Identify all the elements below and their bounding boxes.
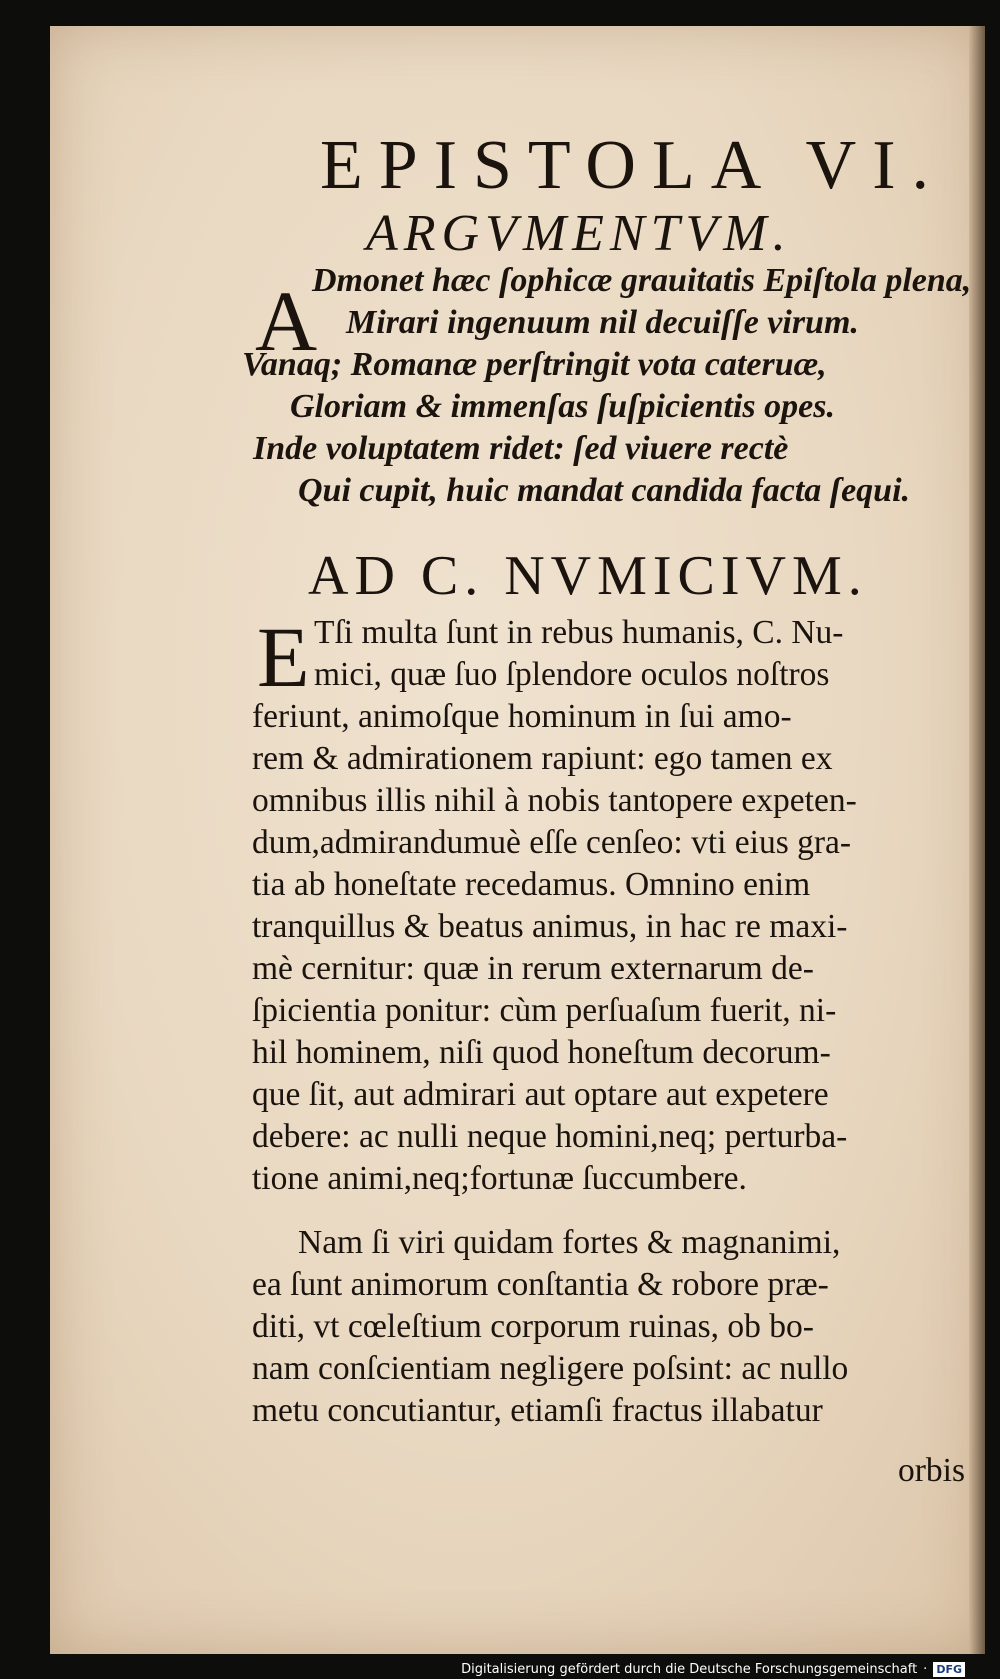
prose-line: ſpicientia ponitur: cùm perſuaſum fuerit, ni- <box>252 992 837 1029</box>
epistle-title: EPISTOLA VI. <box>320 127 946 204</box>
prose-line: diti, vt cœleſtium corporum ruinas, ob bo- <box>252 1308 814 1345</box>
book-page <box>50 26 985 1654</box>
digitization-credit: Digitalisierung gefördert durch die Deutsche Forschungsgemeinschaft · DFG <box>461 1662 965 1677</box>
prose-line: que ſit, aut admirari aut optare aut expetere <box>252 1076 829 1113</box>
credit-text: Digitalisierung gefördert durch die Deutsche Forschungsgemeinschaft <box>461 1662 918 1677</box>
prose-line: mè cernitur: quæ in rerum externarum de- <box>252 950 814 987</box>
verse-line: Mirari ingenuum nil decuiſſe virum. <box>346 304 859 341</box>
argument-heading: ARGVMENTVM. <box>366 205 792 262</box>
prose-dropcap: E <box>257 609 310 705</box>
prose-line: omnibus illis nihil à nobis tantopere expeten- <box>252 782 857 819</box>
prose-line: nam conſcientiam negligere poſsint: ac nullo <box>252 1350 849 1387</box>
prose-line: metu concutiantur, etiamſi fractus illabatur <box>252 1392 823 1429</box>
verse-line: Gloriam & immenſas ſuſpicientis opes. <box>290 388 835 425</box>
prose-line: Nam ſi viri quidam fortes & magnanimi, <box>298 1224 841 1261</box>
verse-line: Inde voluptatem ridet: ſed viuere rectè <box>253 430 789 467</box>
verse-line: Qui cupit, huic mandat candida facta ſequi. <box>298 472 911 509</box>
verse-line: Vanaq; Romanæ perſtringit vota cateruæ, <box>242 346 827 383</box>
prose-line: tranquillus & beatus animus, in hac re maxi- <box>252 908 848 945</box>
verse-line: Dmonet hæc ſophicæ grauitatis Epiſtola plena, <box>312 262 972 299</box>
prose-line: feriunt, animoſque hominum in ſui amo- <box>252 698 792 735</box>
dfg-logo: DFG <box>933 1662 965 1677</box>
prose-line: rem & admirationem rapiunt: ego tamen ex <box>252 740 833 777</box>
prose-line: dum,admirandumuè eſſe cenſeo: vti eius gra- <box>252 824 852 861</box>
prose-line: tione animi,neq;fortunæ ſuccumbere. <box>252 1160 747 1197</box>
catchword: orbis <box>898 1452 965 1489</box>
verse-dropcap: A <box>255 273 318 369</box>
prose-line: ea ſunt animorum conſtantia & robore præ- <box>252 1266 829 1303</box>
prose-line: tia ab honeſtate recedamus. Omnino enim <box>252 866 811 903</box>
addressee-heading: AD C. NVMICIVM. <box>308 545 868 607</box>
page-text <box>50 26 985 1654</box>
prose-line: Tſi multa ſunt in rebus humanis, C. Nu- <box>314 614 844 651</box>
prose-line: hil hominem, niſi quod honeſtum decorum- <box>252 1034 831 1071</box>
prose-line: debere: ac nulli neque homini,neq; perturba- <box>252 1118 848 1155</box>
prose-line: mici, quæ ſuo ſplendore oculos noſtros <box>314 656 830 693</box>
